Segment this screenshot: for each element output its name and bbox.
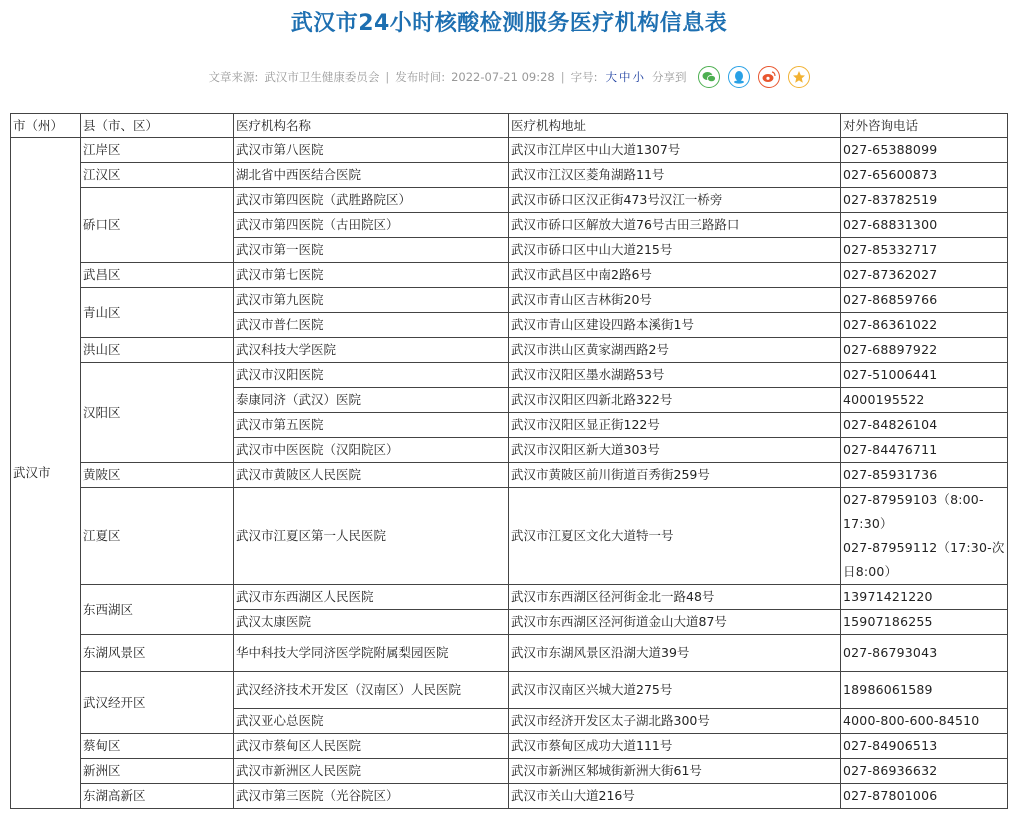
share-icons bbox=[690, 66, 810, 88]
phone-cell: 13971421220 bbox=[841, 585, 1008, 610]
phone-cell: 027-87362027 bbox=[841, 263, 1008, 288]
address-cell: 武汉市江夏区文化大道特一号 bbox=[509, 488, 841, 585]
table-row bbox=[11, 672, 1008, 709]
address-cell: 武汉市江汉区菱角湖路11号 bbox=[509, 163, 841, 188]
header-district: 县（市、区） bbox=[81, 114, 234, 138]
hospital-name-cell: 湖北省中西医结合医院 bbox=[234, 163, 509, 188]
address-cell: 武汉市东西湖区泾河街道金山大道87号 bbox=[509, 610, 841, 635]
article-meta: 文章来源: 武汉市卫生健康委员会 | 发布时间: 2022-07-21 09:28 | 字号: 大 中 小 分享到 bbox=[0, 68, 1018, 86]
hospital-name-cell: 武汉市汉阳医院 bbox=[234, 363, 509, 388]
hospital-name-cell: 武汉市江夏区第一人民医院 bbox=[234, 488, 509, 585]
hospital-name-cell: 武汉市第四医院（武胜路院区） bbox=[234, 188, 509, 213]
address-cell: 武汉市汉阳区新大道303号 bbox=[509, 438, 841, 463]
phone-cell: 18986061589 bbox=[841, 672, 1008, 709]
table-header-row bbox=[11, 114, 1008, 138]
phone-cell: 4000-800-600-84510 bbox=[841, 709, 1008, 734]
hospital-name-cell: 武汉市第七医院 bbox=[234, 263, 509, 288]
district-cell: 新洲区 bbox=[81, 759, 234, 784]
hospital-name-cell: 武汉市东西湖区人民医院 bbox=[234, 585, 509, 610]
hospital-name-cell: 华中科技大学同济医学院附属梨园医院 bbox=[234, 635, 509, 672]
hospital-name-cell: 武汉市蔡甸区人民医院 bbox=[234, 734, 509, 759]
address-cell: 武汉市硚口区解放大道76号古田三路路口 bbox=[509, 213, 841, 238]
hospital-name-cell: 武汉市第四医院（古田院区） bbox=[234, 213, 509, 238]
address-cell: 武汉市江岸区中山大道1307号 bbox=[509, 138, 841, 163]
header-phone: 对外咨询电话 bbox=[841, 114, 1008, 138]
table-row bbox=[11, 585, 1008, 610]
qq-icon[interactable] bbox=[728, 66, 750, 88]
address-cell: 武汉市新洲区邾城街新洲大街61号 bbox=[509, 759, 841, 784]
phone-cell: 027-68831300 bbox=[841, 213, 1008, 238]
address-cell: 武汉市汉阳区墨水湖路53号 bbox=[509, 363, 841, 388]
district-cell: 硚口区 bbox=[81, 188, 234, 263]
hospital-name-cell: 武汉科技大学医院 bbox=[234, 338, 509, 363]
phone-cell: 027-84906513 bbox=[841, 734, 1008, 759]
address-cell: 武汉市东湖风景区沿湖大道39号 bbox=[509, 635, 841, 672]
district-cell: 东湖风景区 bbox=[81, 635, 234, 672]
address-cell: 武汉市青山区吉林街20号 bbox=[509, 288, 841, 313]
font-small-link[interactable]: 小 bbox=[632, 70, 644, 84]
address-cell: 武汉市关山大道216号 bbox=[509, 784, 841, 809]
address-cell: 武汉市蔡甸区成功大道111号 bbox=[509, 734, 841, 759]
font-large-link[interactable]: 大 bbox=[605, 70, 617, 84]
hospital-name-cell: 武汉亚心总医院 bbox=[234, 709, 509, 734]
address-cell: 武汉市洪山区黄家湖西路2号 bbox=[509, 338, 841, 363]
district-cell: 洪山区 bbox=[81, 338, 234, 363]
address-cell: 武汉市青山区建设四路本溪街1号 bbox=[509, 313, 841, 338]
table-row bbox=[11, 784, 1008, 809]
publish-time: 2022-07-21 09:28 bbox=[451, 70, 555, 84]
district-cell: 黄陂区 bbox=[81, 463, 234, 488]
qzone-icon[interactable] bbox=[788, 66, 810, 88]
hospital-name-cell: 武汉市黄陂区人民医院 bbox=[234, 463, 509, 488]
phone-cell: 027-65600873 bbox=[841, 163, 1008, 188]
hospital-table bbox=[10, 113, 1008, 809]
phone-cell: 027-86793043 bbox=[841, 635, 1008, 672]
district-cell: 武昌区 bbox=[81, 263, 234, 288]
font-medium-link[interactable]: 中 bbox=[619, 70, 631, 84]
address-cell: 武汉市汉阳区显正街122号 bbox=[509, 413, 841, 438]
hospital-name-cell: 武汉市第五医院 bbox=[234, 413, 509, 438]
district-cell: 江汉区 bbox=[81, 163, 234, 188]
phone-cell: 027-68897922 bbox=[841, 338, 1008, 363]
hospital-name-cell: 武汉市新洲区人民医院 bbox=[234, 759, 509, 784]
source-value: 武汉市卫生健康委员会 bbox=[264, 70, 380, 84]
phone-cell: 027-85931736 bbox=[841, 463, 1008, 488]
hospital-name-cell: 武汉市第九医院 bbox=[234, 288, 509, 313]
table-row bbox=[11, 288, 1008, 313]
phone-cell: 4000195522 bbox=[841, 388, 1008, 413]
address-cell: 武汉市东西湖区径河街金北一路48号 bbox=[509, 585, 841, 610]
table-row bbox=[11, 338, 1008, 363]
district-cell: 汉阳区 bbox=[81, 363, 234, 463]
table-row bbox=[11, 363, 1008, 388]
hospital-name-cell: 泰康同济（武汉）医院 bbox=[234, 388, 509, 413]
table-row bbox=[11, 488, 1008, 585]
hospital-name-cell: 武汉经济技术开发区（汉南区）人民医院 bbox=[234, 672, 509, 709]
table-row bbox=[11, 635, 1008, 672]
phone-line: 027-87959112（17:30-次日8:00） bbox=[843, 540, 1005, 579]
district-cell: 东湖高新区 bbox=[81, 784, 234, 809]
hospital-name-cell: 武汉太康医院 bbox=[234, 610, 509, 635]
publish-label: 发布时间: bbox=[395, 70, 446, 84]
hospital-name-cell: 武汉市第一医院 bbox=[234, 238, 509, 263]
source-label: 文章来源: bbox=[208, 70, 259, 84]
phone-cell bbox=[841, 488, 1008, 585]
table-row bbox=[11, 734, 1008, 759]
share-label: 分享到 bbox=[652, 70, 687, 84]
phone-cell: 027-84476711 bbox=[841, 438, 1008, 463]
table-body bbox=[11, 138, 1008, 809]
header-address: 医疗机构地址 bbox=[509, 114, 841, 138]
phone-cell: 027-86936632 bbox=[841, 759, 1008, 784]
weibo-icon[interactable] bbox=[758, 66, 780, 88]
phone-cell: 027-86361022 bbox=[841, 313, 1008, 338]
header-hospital-name: 医疗机构名称 bbox=[234, 114, 509, 138]
phone-cell: 15907186255 bbox=[841, 610, 1008, 635]
phone-cell: 027-51006441 bbox=[841, 363, 1008, 388]
table-row bbox=[11, 263, 1008, 288]
hospital-name-cell: 武汉市中医医院（汉阳院区） bbox=[234, 438, 509, 463]
header-city: 市（州） bbox=[11, 114, 81, 138]
district-cell: 江夏区 bbox=[81, 488, 234, 585]
table-row bbox=[11, 188, 1008, 213]
phone-cell: 027-65388099 bbox=[841, 138, 1008, 163]
phone-line: 027-87959103（8:00-17:30） bbox=[843, 492, 984, 531]
address-cell: 武汉市硚口区汉正街473号汉江一桥旁 bbox=[509, 188, 841, 213]
address-cell: 武汉市武昌区中南2路6号 bbox=[509, 263, 841, 288]
district-cell: 武汉经开区 bbox=[81, 672, 234, 734]
table-row bbox=[11, 163, 1008, 188]
phone-cell: 027-83782519 bbox=[841, 188, 1008, 213]
hospital-name-cell: 武汉市第八医院 bbox=[234, 138, 509, 163]
district-cell: 蔡甸区 bbox=[81, 734, 234, 759]
district-cell: 青山区 bbox=[81, 288, 234, 338]
phone-cell: 027-86859766 bbox=[841, 288, 1008, 313]
table-row bbox=[11, 759, 1008, 784]
address-cell: 武汉市汉阳区四新北路322号 bbox=[509, 388, 841, 413]
address-cell: 武汉市汉南区兴城大道275号 bbox=[509, 672, 841, 709]
address-cell: 武汉市经济开发区太子湖北路300号 bbox=[509, 709, 841, 734]
font-size-label: 字号: bbox=[570, 70, 598, 84]
hospital-name-cell: 武汉市第三医院（光谷院区） bbox=[234, 784, 509, 809]
city-cell: 武汉市 bbox=[11, 138, 81, 809]
phone-cell: 027-84826104 bbox=[841, 413, 1008, 438]
page-title: 武汉市24小时核酸检测服务医疗机构信息表 bbox=[290, 11, 728, 36]
table-row bbox=[11, 463, 1008, 488]
wechat-icon[interactable] bbox=[698, 66, 720, 88]
table-row bbox=[11, 138, 1008, 163]
phone-cell: 027-85332717 bbox=[841, 238, 1008, 263]
district-cell: 江岸区 bbox=[81, 138, 234, 163]
address-cell: 武汉市黄陂区前川街道百秀街259号 bbox=[509, 463, 841, 488]
phone-cell: 027-87801006 bbox=[841, 784, 1008, 809]
hospital-name-cell: 武汉市普仁医院 bbox=[234, 313, 509, 338]
address-cell: 武汉市硚口区中山大道215号 bbox=[509, 238, 841, 263]
district-cell: 东西湖区 bbox=[81, 585, 234, 635]
